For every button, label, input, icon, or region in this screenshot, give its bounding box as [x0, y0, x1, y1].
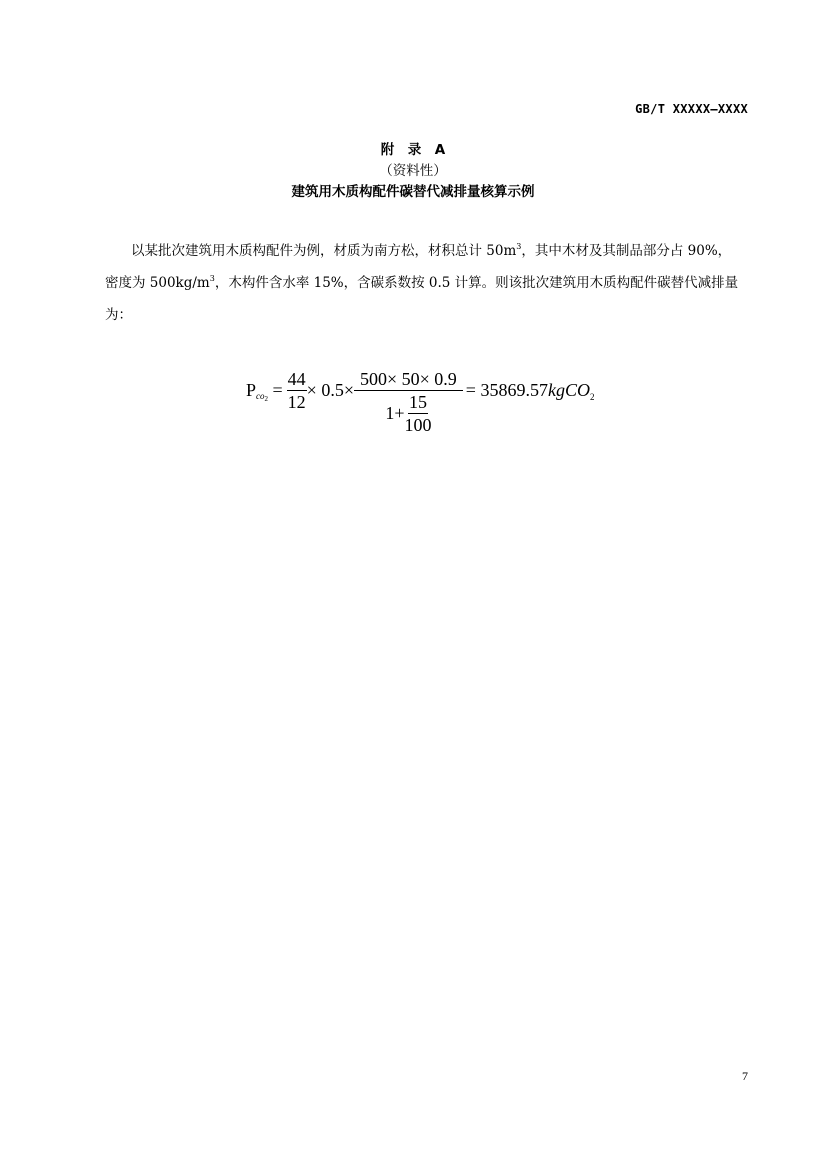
- fraction-main: [354, 368, 463, 436]
- paragraph-line-3: 为：: [105, 307, 132, 323]
- formula-rhs: [466, 368, 595, 419]
- paragraph-line-1: [105, 239, 747, 259]
- numerator: 15: [408, 392, 427, 412]
- denominator: 12: [287, 392, 306, 412]
- text: ，其中木材及其制品部分占 90%，: [521, 243, 732, 259]
- superscript: 3: [516, 242, 522, 251]
- one-plus: 1+: [385, 403, 405, 423]
- appendix-heading: 建筑用木质构配件碳替代减排量核算示例: [291, 184, 535, 200]
- result-value: 35869.57: [480, 380, 548, 400]
- text: 以某批次建筑用木质构配件为例，材质为南方松，材积总计 50m: [131, 243, 517, 259]
- superscript: 3: [209, 274, 215, 283]
- fraction-44-12: [287, 368, 307, 413]
- multiplier: × 0.5×: [306, 380, 354, 400]
- page-number: 7: [742, 1069, 748, 1083]
- standard-number: GB/T XXXXX—XXXX: [635, 102, 748, 116]
- subscript: 2: [589, 392, 595, 402]
- numerator: 44: [287, 369, 306, 389]
- unit: kgCO: [547, 380, 590, 400]
- appendix-title: 附 录 A: [380, 142, 446, 158]
- formula-lhs: [246, 368, 283, 421]
- numerator: 500× 50× 0.9: [354, 368, 463, 391]
- formula: [246, 368, 594, 436]
- subscript: 2: [264, 395, 269, 403]
- equals: =: [272, 380, 283, 400]
- appendix-nature: （资料性）: [379, 163, 447, 179]
- paragraph-line-2: [105, 271, 747, 291]
- denominator: [385, 391, 431, 436]
- symbol-p: P: [246, 380, 257, 400]
- denominator: 100: [404, 415, 432, 435]
- equals: =: [465, 380, 476, 400]
- fraction-15-100: [404, 391, 431, 436]
- subscript: co: [256, 391, 265, 401]
- text: ，木构件含水率 15%，含碳系数按 0.5 计算。则该批次建筑用木质构配件碳替代减排量: [214, 275, 739, 291]
- text: 密度为 500kg/m: [105, 275, 210, 291]
